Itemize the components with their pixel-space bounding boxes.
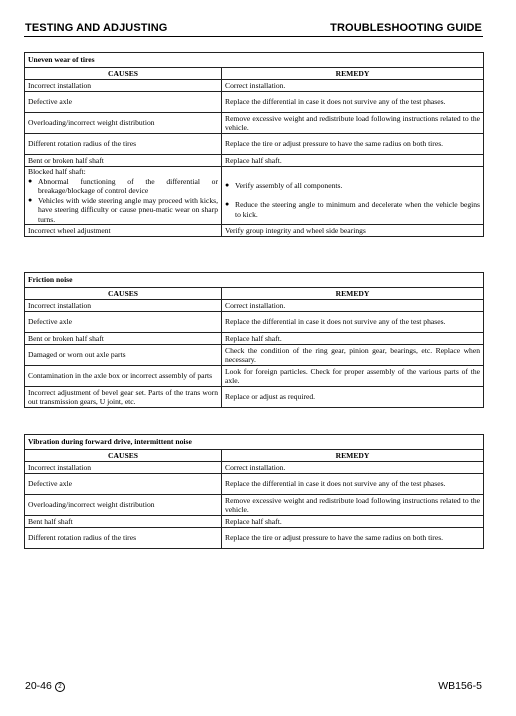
cause-cell: Different rotation radius of the tires [25,134,222,155]
remedy-cell: Replace the differential in case it does not survive any of the test phases. [222,474,484,495]
table-row [25,516,484,528]
cause-cell: Defective axle [25,474,222,495]
cause-cell: Bent or broken half shaft [25,333,222,345]
cause-cell: Defective axle [25,92,222,113]
cause-cell: Incorrect installation [25,462,222,474]
model-name: WB156-5 [438,680,482,692]
cause-cell: Bent half shaft [25,516,222,528]
cause-cell: Overloading/incorrect weight distribution [25,495,222,516]
table-row [25,474,484,495]
remedy-cell: Replace the tire or adjust pressure to have the same radius on both tires. [222,528,484,549]
table-row [25,300,484,312]
page-header [24,22,483,37]
bullet-item: ● Vehicles with wide steering angle may proceed with kicks, have steering difficulty or cause pneu-matic wear on sharp turns. [28,195,218,224]
revision-circle-icon: 2 [55,682,65,692]
remedy-cell [222,167,484,225]
cause-cell: Overloading/incorrect weight distribution [25,113,222,134]
remedy-cell: Replace or adjust as required. [222,387,484,408]
remedy-cell: Replace half shaft. [222,333,484,345]
remedy-cell: Correct installation. [222,300,484,312]
remedy-cell: Check the condition of the ring gear, pinion gear, bearings, etc. Replace when necessary. [222,345,484,366]
cause-cell: Incorrect installation [25,300,222,312]
remedy-cell: Replace the differential in case it does not survive any of the test phases. [222,92,484,113]
table-uneven-wear [24,52,484,237]
table-row [25,366,484,387]
section-title: TESTING AND ADJUSTING [25,22,168,34]
remedy-cell: Verify group integrity and wheel side bearings [222,225,484,237]
table-title: Uneven wear of tires [25,53,484,68]
remedy-cell: Replace half shaft. [222,155,484,167]
table-row [25,312,484,333]
table-row [25,495,484,516]
remedy-header: REMEDY [222,288,484,300]
causes-header: CAUSES [25,450,222,462]
table-row [25,387,484,408]
table-title: Friction noise [25,273,484,288]
guide-title: TROUBLESHOOTING GUIDE [330,22,482,34]
bullet-item: ● Reduce the steering angle to minimum and decelerate when the vehicle begins to kick. [225,200,481,219]
remedy-cell: Remove excessive weight and redistribute load following instructions related to the vehicle. [222,495,484,516]
bullet-icon: ● [28,195,33,204]
remedy-cell: Remove excessive weight and redistribute load following instructions related to the vehicle. [222,113,484,134]
cause-cell [25,167,222,225]
remedy-cell: Correct installation. [222,462,484,474]
cause-cell: Incorrect wheel adjustment [25,225,222,237]
bullet-icon: ● [225,200,230,209]
remedy-cell: Replace the tire or adjust pressure to have the same radius on both tires. [222,134,484,155]
table-row-blocked [25,167,484,225]
table-title: Vibration during forward drive, intermittent noise [25,435,484,450]
cause-cell: Bent or broken half shaft [25,155,222,167]
table-row [25,333,484,345]
table-row [25,528,484,549]
table-row [25,92,484,113]
table-row [25,80,484,92]
cause-cell: Incorrect installation [25,80,222,92]
causes-header: CAUSES [25,68,222,80]
table-row [25,225,484,237]
table-row [25,113,484,134]
cause-cell: Contamination in the axle box or incorrect assembly of parts [25,366,222,387]
page-number-block [25,680,65,692]
remedy-header: REMEDY [222,450,484,462]
remedy-cell: Replace half shaft. [222,516,484,528]
page-footer [24,680,483,694]
cause-cell: Different rotation radius of the tires [25,528,222,549]
table-row [25,155,484,167]
bullet-icon: ● [28,176,33,185]
table-vibration [24,434,484,549]
table-row [25,345,484,366]
remedy-header: REMEDY [222,68,484,80]
bullet-item: ● Verify assembly of all components. [225,181,343,191]
cause-cell: Damaged or worn out axle parts [25,345,222,366]
remedy-cell: Replace the differential in case it does not survive any of the test phases. [222,312,484,333]
bullet-icon: ● [225,181,230,190]
blocked-lead: Blocked half shaft: [28,167,86,176]
cause-cell: Incorrect adjustment of bevel gear set. Parts of the trans worn out transmission gears, U joint, etc. [25,387,222,408]
page-number: 20-46 [25,680,52,692]
table-row [25,462,484,474]
cause-cell: Defective axle [25,312,222,333]
bullet-item: ● Abnormal functioning of the differential or breakage/blockage of control device [28,176,218,195]
remedy-cell: Look for foreign particles. Check for proper assembly of the various parts of the axle. [222,366,484,387]
causes-header: CAUSES [25,288,222,300]
table-row [25,134,484,155]
table-friction-noise [24,272,484,408]
remedy-cell: Correct installation. [222,80,484,92]
